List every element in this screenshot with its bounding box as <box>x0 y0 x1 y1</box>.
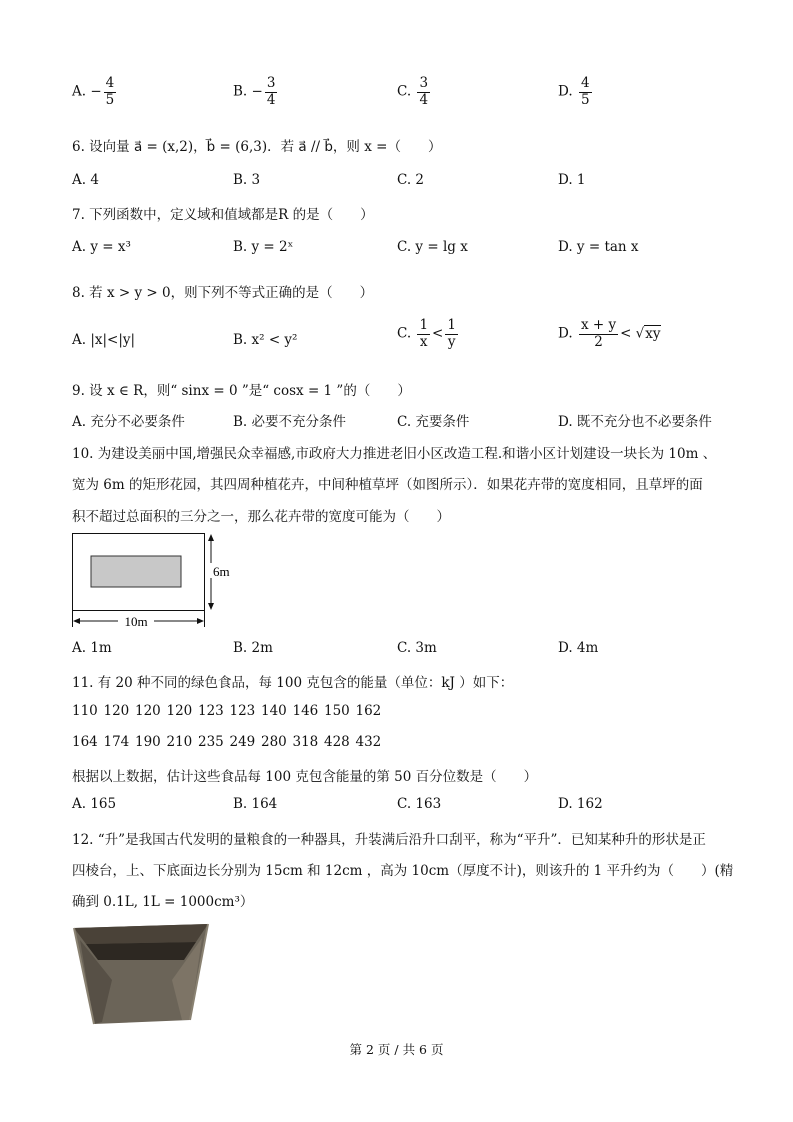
q12-line-3: 确到 0.1L, 1L = 1000cm³） <box>72 894 254 910</box>
q11-data-row-2: 164 174 190 210 235 249 280 318 428 432 <box>72 734 382 750</box>
q10-option-d: D. 4m <box>558 640 599 656</box>
q6-option-d: D. 1 <box>558 172 586 188</box>
page-footer: 第 2 页 / 共 6 页 <box>349 1042 444 1057</box>
q5-option-a: A. − $\frac{4}{5}$ <box>72 75 115 108</box>
q7-stem: 7. 下列函数中，定义域和值域都是R 的是（ ） <box>72 207 374 223</box>
q6-option-b: B. 3 <box>233 172 261 188</box>
q11-option-c: C. 163 <box>397 796 442 812</box>
q11-data-row-1: 110 120 120 120 123 123 140 146 150 162 <box>72 703 382 719</box>
width-label: 10m <box>124 614 148 629</box>
q9-option-c: C. 充要条件 <box>397 414 470 430</box>
q9-stem: 9. 设 x ∈ R，则“ sinx = 0 ”是“ cosx = 1 ”的（ ） <box>72 383 411 399</box>
q6-stem: 6. 设向量 a⃗ = (x,2)，b⃗ = (6,3)．若 a⃗ // b⃗，则 x =（ ） <box>72 139 442 155</box>
height-label: 6m <box>213 564 230 579</box>
q8-stem: 8. 若 x > y > 0，则下列不等式正确的是（ ） <box>72 285 374 301</box>
q8-option-c: C. $\frac{1}{x}$ < $\frac{1}{y}$ <box>397 317 456 350</box>
q9-option-d: D. 既不充分也不必要条件 <box>558 414 712 430</box>
q11-question: 根据以上数据，估计这些食品每 100 克包含能量的第 50 百分位数是（ ） <box>72 769 538 785</box>
lawn-rect <box>91 556 181 587</box>
q8-option-b: B. x² < y² <box>233 332 298 348</box>
q7-option-b: B. y = 2ˣ <box>233 239 294 255</box>
q7-option-d: D. y = tan x <box>558 239 639 255</box>
sheng-vessel-photo <box>72 920 210 1030</box>
q9-option-a: A. 充分不必要条件 <box>72 414 185 430</box>
q12-line-1: 12. “升”是我国古代发明的量粮食的一种器具，升装满后沿升口刮平，称为“平升”．已知某种升的形状是正 <box>72 832 706 848</box>
q7-option-a: A. y = x³ <box>72 239 131 255</box>
q6-option-a: A. 4 <box>72 172 99 188</box>
q5-option-c: C. $\frac{3}{4}$ <box>397 75 429 108</box>
q10-option-b: B. 2m <box>233 640 273 656</box>
q11-option-a: A. 165 <box>72 796 117 812</box>
q10-line-3: 积不超过总面积的三分之一，那么花卉带的宽度可能为（ ） <box>72 509 450 525</box>
q8-option-a: A. |x|<|y| <box>72 332 136 348</box>
q12-line-2: 四棱台，上、下底面边长分别为 15cm 和 12cm ，高为 10cm（厚度不计)，则该升的 1 平升约为（ ）(精 <box>72 863 734 879</box>
q5-option-b: B. − $\frac{3}{4}$ <box>233 75 276 108</box>
q8-option-d: D. $\frac{x + y}{2}$ < √xy <box>558 317 661 350</box>
q11-stem: 11. 有 20 种不同的绿色食品，每 100 克包含的能量（单位：kJ ）如下： <box>72 675 514 691</box>
q10-option-c: C. 3m <box>397 640 437 656</box>
garden-diagram <box>72 533 232 631</box>
q10-line-1: 10. 为建设美丽中国,增强民众幸福感,市政府大力推进老旧小区改造工程.和谐小区计划建设一块长为 10m 、 <box>72 446 717 462</box>
q10-option-a: A. 1m <box>72 640 112 656</box>
q7-option-c: C. y = lg x <box>397 239 468 255</box>
q6-option-c: C. 2 <box>397 172 425 188</box>
q5-option-d: D. $\frac{4}{5}$ <box>558 75 590 108</box>
q11-option-b: B. 164 <box>233 796 278 812</box>
q11-option-d: D. 162 <box>558 796 603 812</box>
q10-line-2: 宽为 6m 的矩形花园，其四周种植花卉，中间种植草坪（如图所示）．如果花卉带的宽度相同，且草坪的面 <box>72 477 703 493</box>
q9-option-b: B. 必要不充分条件 <box>233 414 347 430</box>
